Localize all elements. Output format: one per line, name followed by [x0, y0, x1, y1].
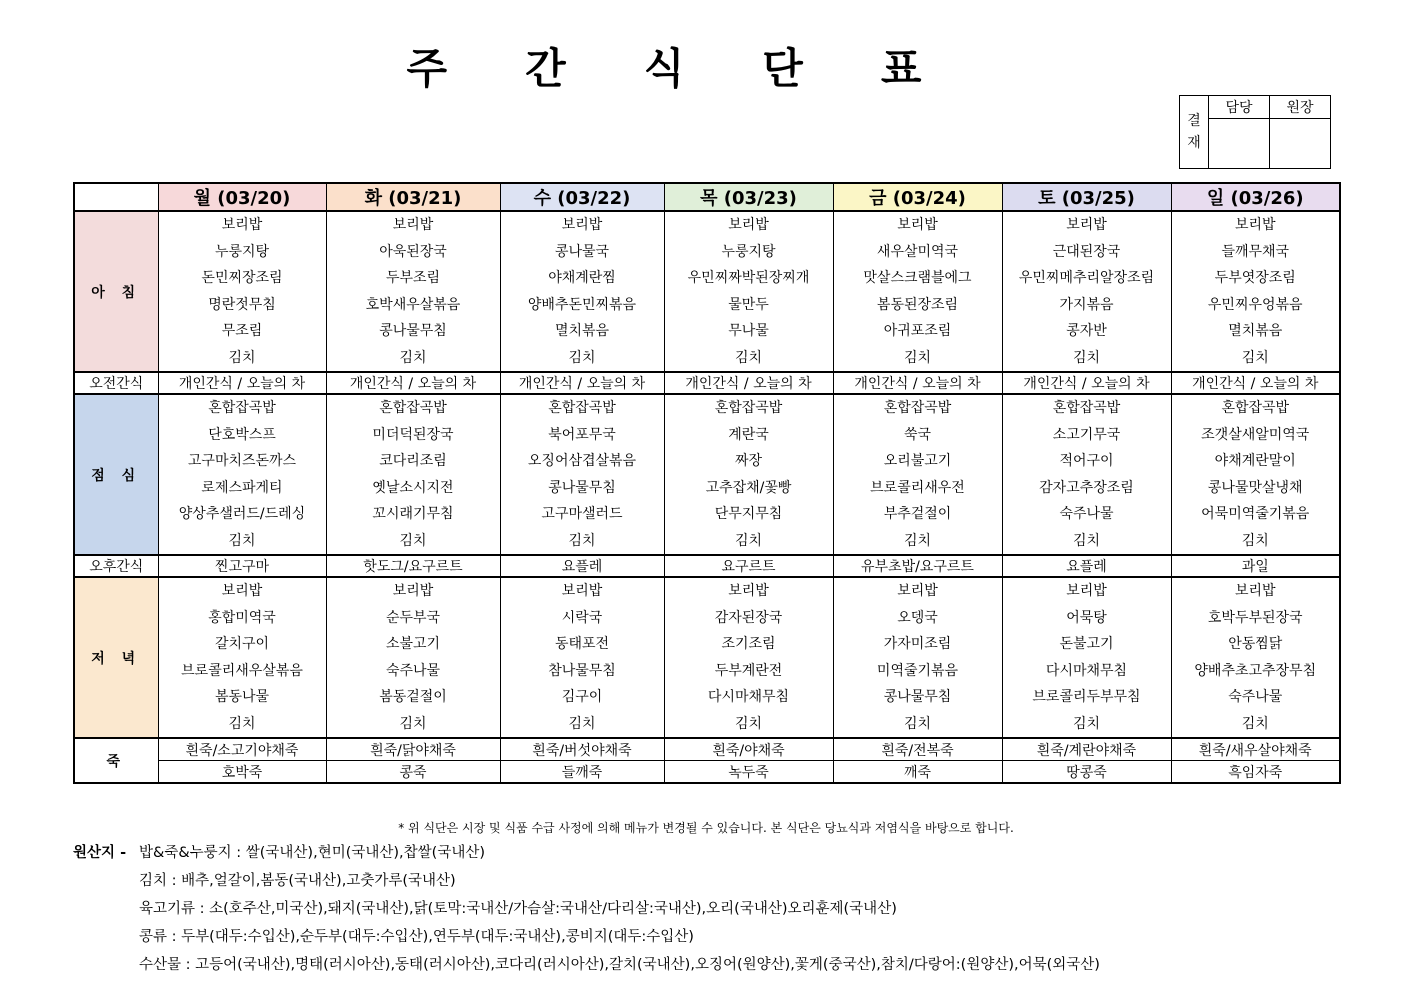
menu-cell [158, 394, 326, 555]
origin-line: 밥&죽&누룽지 : 쌀(국내산),현미(국내산),찹쌀(국내산) [139, 845, 486, 861]
menu-item: 누룽지탕 [721, 243, 776, 260]
menu-item: 고구마샐러드 [541, 506, 623, 522]
title-char: 표 [880, 44, 924, 93]
menu-item: 보리밥 [1066, 583, 1107, 599]
menu-item: 양배추돈민찌볶음 [527, 296, 637, 313]
menu-item: 조기조림 [721, 636, 776, 652]
menu-item: 김치 [1241, 715, 1269, 732]
porridge-row [74, 738, 1340, 761]
menu-item: 아귀포조림 [883, 323, 952, 339]
menu-cell [1002, 211, 1171, 372]
menu-item: 고추잡채/꽃빵 [705, 479, 792, 496]
porridge-cell: 흰죽/계란야채죽 [1002, 738, 1171, 761]
menu-item: 맛살스크램블에그 [863, 270, 972, 286]
approval-label-char: 재 [1187, 135, 1201, 151]
menu-cell [500, 211, 664, 372]
origin-label: 원산지 - [73, 845, 127, 861]
menu-item: 양상추샐러드/드레싱 [178, 506, 306, 522]
menu-item: 우민찌짜박된장찌개 [687, 270, 810, 286]
menu-item: 봄동된장조림 [876, 296, 959, 313]
porridge-cell: 깨죽 [833, 761, 1002, 784]
approval-box [1179, 95, 1331, 169]
snack-cell: 개인간식 / 오늘의 차 [158, 372, 326, 394]
menu-item: 안동찜닭 [1228, 636, 1283, 652]
menu-item: 어묵탕 [1066, 609, 1107, 626]
menu-item: 콩자반 [1066, 323, 1107, 339]
porridge-row-2 [74, 761, 1340, 784]
menu-item: 김치 [399, 715, 427, 732]
origin-line: 콩류 : 두부(대두:수입산),순두부(대두:수입산),연두부(대두:국내산),콩비지(대두:수입산) [139, 929, 694, 945]
day-header: 금 (03/24) [833, 183, 1002, 211]
day-header: 토 (03/25) [1002, 183, 1171, 211]
menu-cell [1171, 394, 1340, 555]
porridge-cell: 흰죽/소고기야채죽 [158, 738, 326, 761]
day-header-row [74, 183, 1340, 211]
menu-item: 부추겉절이 [883, 506, 952, 522]
menu-item: 보리밥 [897, 217, 938, 233]
menu-item: 보리밥 [561, 583, 603, 599]
snack-cell: 과일 [1171, 555, 1340, 577]
menu-cell [664, 577, 833, 738]
menu-item: 김치 [1241, 349, 1269, 366]
snack-cell: 개인간식 / 오늘의 차 [326, 372, 500, 394]
approval-label [1180, 96, 1209, 169]
menu-item: 혼합잡곡밥 [208, 400, 276, 416]
day-header: 수 (03/22) [500, 183, 664, 211]
menu-item: 시락국 [561, 609, 603, 626]
menu-item: 우민찌우엉볶음 [1207, 296, 1303, 313]
menu-item: 가자미조림 [883, 636, 952, 652]
snack-cell: 요플레 [1002, 555, 1171, 577]
menu-item: 브로콜리새우전 [870, 479, 965, 496]
menu-item: 순두부국 [385, 609, 441, 626]
porridge-cell: 호박죽 [158, 761, 326, 784]
menu-item: 보리밥 [392, 217, 434, 233]
menu-item: 콩나물무침 [379, 323, 447, 339]
menu-cell [326, 394, 500, 555]
approval-label-char: 결 [1187, 113, 1201, 129]
dinner-row-label: 저 녁 [74, 577, 158, 738]
menu-item: 김치 [1072, 532, 1101, 549]
menu-item: 들깨무채국 [1221, 243, 1290, 260]
menu-item: 김치 [568, 715, 596, 732]
menu-item: 멸치볶음 [554, 323, 610, 339]
menu-item: 고구마치즈돈까스 [187, 453, 297, 469]
breakfast-row [74, 211, 1340, 372]
menu-item: 두부계란전 [714, 662, 783, 679]
menu-item: 혼합잡곡밥 [883, 400, 952, 416]
menu-item: 다시마채무침 [1045, 662, 1128, 679]
menu-item: 혼합잡곡밥 [1052, 400, 1121, 416]
menu-item: 오리불고기 [883, 453, 952, 469]
menu-item: 혼합잡곡밥 [548, 400, 616, 416]
snack-cell: 요구르트 [664, 555, 833, 577]
menu-item: 김치 [399, 349, 427, 366]
snack-cell: 개인간식 / 오늘의 차 [1002, 372, 1171, 394]
menu-item: 김치 [903, 349, 932, 366]
approval-sign-staff[interactable] [1209, 119, 1270, 169]
menu-item: 근대된장국 [1052, 243, 1121, 260]
menu-item: 북어포무국 [548, 426, 616, 443]
menu-cell [1002, 394, 1171, 555]
corner-cell [74, 183, 158, 211]
snack-cell: 요플레 [500, 555, 664, 577]
menu-cell [158, 577, 326, 738]
origin-line: 김치 : 배추,얼갈이,봄동(국내산),고춧가루(국내산) [139, 873, 456, 889]
menu-item: 명란젓무침 [208, 296, 276, 313]
porridge-cell: 흰죽/전복죽 [833, 738, 1002, 761]
menu-cell [500, 394, 664, 555]
menu-item: 호박새우살볶음 [365, 296, 461, 313]
porridge-cell: 흰죽/버섯야채죽 [500, 738, 664, 761]
snack-cell: 개인간식 / 오늘의 차 [664, 372, 833, 394]
menu-item: 브로콜리두부무침 [1032, 689, 1141, 705]
menu-item: 멸치볶음 [1228, 323, 1283, 339]
pm-snack-row-label: 오후간식 [74, 555, 158, 577]
menu-item: 적어구이 [1059, 453, 1114, 469]
menu-item: 혼합잡곡밥 [714, 400, 783, 416]
day-header: 화 (03/21) [326, 183, 500, 211]
menu-cell [326, 577, 500, 738]
menu-item: 보리밥 [221, 217, 263, 233]
menu-cell [326, 211, 500, 372]
porridge-cell: 흰죽/닭야채죽 [326, 738, 500, 761]
menu-item: 김치 [734, 349, 763, 366]
snack-cell: 개인간식 / 오늘의 차 [1171, 372, 1340, 394]
menu-item: 김치 [903, 532, 932, 549]
approval-header-director: 원장 [1270, 96, 1331, 119]
menu-item: 짜장 [734, 453, 763, 469]
menu-item: 혼합잡곡밥 [1221, 400, 1290, 416]
menu-item: 김치 [228, 715, 256, 732]
menu-item: 콩나물국 [554, 243, 610, 260]
menu-item: 김치 [399, 532, 427, 549]
menu-item: 보리밥 [1066, 217, 1107, 233]
menu-item: 콩나물맛살냉채 [1207, 479, 1303, 496]
menu-item: 호박두부된장국 [1207, 609, 1303, 626]
porridge-row-label: 죽 [74, 738, 158, 783]
menu-item: 봄동나물 [214, 689, 270, 705]
menu-item: 김치 [568, 349, 596, 366]
menu-item: 보리밥 [1234, 583, 1276, 599]
menu-item: 다시마채무침 [707, 689, 790, 705]
menu-item: 소불고기 [385, 636, 441, 652]
menu-item: 무조림 [221, 323, 263, 339]
menu-cell [500, 577, 664, 738]
menu-item: 소고기무국 [1052, 426, 1121, 443]
menu-cell [833, 577, 1002, 738]
menu-item: 콩나물무침 [548, 479, 616, 496]
title-char: 식 [643, 44, 687, 93]
menu-item: 우민찌메추리알장조림 [1018, 270, 1155, 286]
menu-item: 보리밥 [897, 583, 938, 599]
menu-item: 새우살미역국 [876, 243, 959, 260]
menu-item: 보리밥 [561, 217, 603, 233]
menu-item: 오징어삼겹살볶음 [527, 453, 637, 469]
menu-item: 꼬시래기무침 [372, 506, 454, 522]
menu-item: 홍합미역국 [208, 609, 276, 626]
menu-item: 쑥국 [903, 426, 932, 443]
menu-item: 숙주나물 [385, 662, 441, 679]
menu-item: 갈치구이 [214, 636, 270, 652]
menu-item: 혼합잡곡밥 [379, 400, 447, 416]
menu-cell [1002, 577, 1171, 738]
menu-item: 돈불고기 [1059, 636, 1114, 652]
approval-header-staff: 담당 [1209, 96, 1270, 119]
menu-item: 미더덕된장국 [372, 426, 454, 443]
menu-item: 숙주나물 [1228, 689, 1283, 705]
menu-item: 김치 [734, 715, 763, 732]
menu-item: 보리밥 [728, 217, 769, 233]
lunch-row [74, 394, 1340, 555]
menu-item: 물만두 [728, 296, 769, 313]
menu-item: 로제스파게티 [201, 479, 283, 496]
menu-item: 김치 [568, 532, 596, 549]
menu-item: 보리밥 [392, 583, 434, 599]
menu-item: 조갯살새알미역국 [1201, 426, 1310, 443]
porridge-cell: 흰죽/새우살야채죽 [1171, 738, 1340, 761]
menu-cell [158, 211, 326, 372]
snack-cell: 핫도그/요구르트 [326, 555, 500, 577]
menu-item: 감자된장국 [714, 609, 783, 626]
origin-line: 육고기류 : 소(호주산,미국산),돼지(국내산),닭(토막:국내산/가슴살:국내산/다리살:국내산),오리(국내산)오리훈제(국내산) [139, 901, 897, 917]
title-char: 간 [525, 44, 568, 93]
day-header: 월 (03/20) [158, 183, 326, 211]
menu-item: 두부조림 [385, 270, 441, 286]
menu-cell [1171, 577, 1340, 738]
lunch-row-label: 점 심 [74, 394, 158, 555]
am-snack-row [74, 372, 1340, 394]
menu-item: 김치 [228, 532, 256, 549]
snack-cell: 유부초밥/요구르트 [833, 555, 1002, 577]
menu-item: 무나물 [728, 323, 769, 339]
menu-item: 김치 [903, 715, 932, 732]
porridge-cell: 콩죽 [326, 761, 500, 784]
menu-item: 코다리조림 [379, 453, 447, 469]
menu-item: 단호박스프 [208, 426, 276, 443]
menu-item: 김치 [1072, 349, 1101, 366]
title-char: 주 [406, 44, 450, 93]
menu-item: 보리밥 [728, 583, 769, 599]
menu-item: 콩나물무침 [883, 689, 952, 705]
menu-item: 단무지무침 [714, 506, 783, 522]
porridge-cell: 땅콩죽 [1002, 761, 1171, 784]
menu-item: 야채계란찜 [548, 270, 616, 286]
menu-item: 김치 [228, 349, 256, 366]
snack-cell: 찐고구마 [158, 555, 326, 577]
menu-item: 김치 [1072, 715, 1101, 732]
origin-section [73, 843, 1100, 983]
menu-item: 오뎅국 [897, 609, 938, 626]
menu-item: 옛날소시지전 [372, 479, 454, 496]
menu-cell [833, 394, 1002, 555]
menu-item: 누룽지탕 [214, 243, 270, 260]
menu-item: 가지볶음 [1059, 296, 1114, 313]
snack-cell: 개인간식 / 오늘의 차 [833, 372, 1002, 394]
porridge-cell: 녹두죽 [664, 761, 833, 784]
title-char: 단 [762, 44, 805, 93]
menu-item: 김구이 [561, 689, 603, 705]
day-header: 일 (03/26) [1171, 183, 1340, 211]
menu-item: 두부엿장조림 [1214, 270, 1296, 286]
menu-item: 양배추초고추장무침 [1194, 662, 1317, 679]
menu-item: 숙주나물 [1059, 506, 1114, 522]
day-header: 목 (03/23) [664, 183, 833, 211]
menu-item: 참나물무침 [548, 662, 616, 679]
menu-item: 봄동겉절이 [379, 689, 447, 705]
menu-item: 브로콜리새우살볶음 [181, 662, 303, 679]
menu-cell [1171, 211, 1340, 372]
menu-item: 보리밥 [221, 583, 263, 599]
menu-item: 동태포전 [554, 636, 610, 652]
approval-sign-director[interactable] [1270, 119, 1331, 169]
pm-snack-row [74, 555, 1340, 577]
menu-item: 아욱된장국 [379, 243, 447, 260]
menu-item: 계란국 [728, 426, 769, 443]
menu-item: 미역줄기볶음 [876, 662, 959, 679]
page-title [0, 36, 1330, 96]
menu-note: * 위 식단은 시장 및 식품 수급 사정에 의해 메뉴가 변경될 수 있습니다. 본 식단은 당뇨식과 저염식을 바탕으로 합니다. [398, 821, 1014, 835]
porridge-cell: 흑임자죽 [1171, 761, 1340, 784]
menu-item: 김치 [734, 532, 763, 549]
menu-cell [664, 394, 833, 555]
menu-item: 야채계란말이 [1214, 453, 1296, 469]
menu-item: 김치 [1241, 532, 1269, 549]
origin-line: 수산물 : 고등어(국내산),명태(러시아산),동태(러시아산),코다리(러시아산),갈치(국내산),오징어(원양산),꽃게(중국산),참치/다랑어:(원양산),어묵(외국산) [139, 957, 1100, 973]
menu-item: 돈민찌장조림 [201, 270, 283, 286]
snack-cell: 개인간식 / 오늘의 차 [500, 372, 664, 394]
porridge-cell: 들깨죽 [500, 761, 664, 784]
menu-item: 감자고추장조림 [1039, 479, 1134, 496]
menu-item: 보리밥 [1234, 217, 1276, 233]
menu-cell [664, 211, 833, 372]
menu-cell [833, 211, 1002, 372]
dinner-row [74, 577, 1340, 738]
menu-item: 어묵미역줄기볶음 [1201, 506, 1310, 522]
porridge-cell: 흰죽/야채죽 [664, 738, 833, 761]
am-snack-row-label: 오전간식 [74, 372, 158, 394]
weekly-menu-table [73, 182, 1341, 784]
breakfast-row-label: 아 침 [74, 211, 158, 372]
